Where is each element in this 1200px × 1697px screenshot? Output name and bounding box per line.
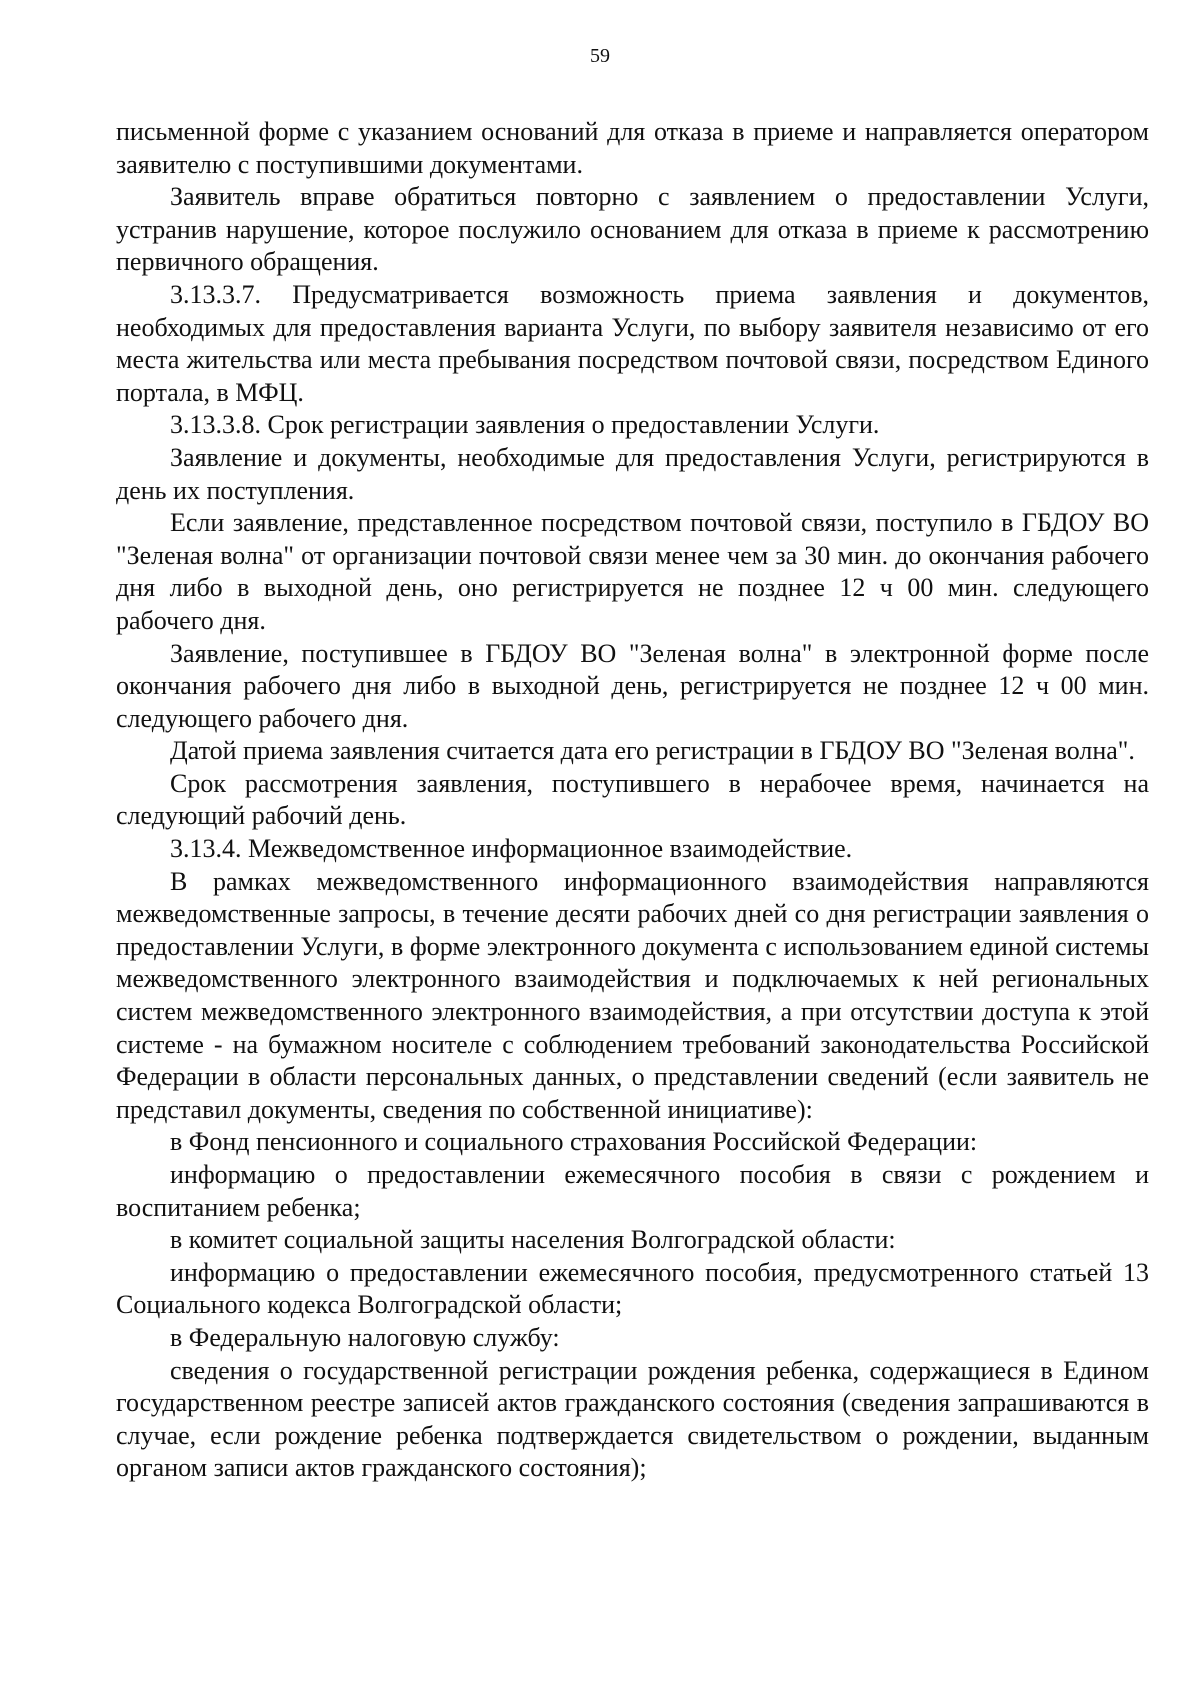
paragraph-review-period: Срок рассмотрения заявления, поступившего в нерабочее время, начинается на следующий рабочий день. [116,768,1149,831]
paragraph-3-13-4: 3.13.4. Межведомственное информационное взаимодействие. [170,834,853,864]
paragraph-pension-fund: в Фонд пенсионного и социального страхования Российской Федерации: [170,1127,978,1157]
paragraph-3-13-3-7: 3.13.3.7. Предусматривается возможность приема заявления и документов, необходимых для предоставления варианта Услуги, по выбору заявителя независимо от его места жительства или места пребывания посредством почтовой связи, посредством Единого портала, в МФЦ. [116,279,1149,407]
paragraph-registration-day: Заявление и документы, необходимые для предоставления Услуги, регистрируются в день их поступления. [116,442,1149,505]
paragraph-birth-registration: сведения о государственной регистрации рождения ребенка, содержащиеся в Едином государственном реестре записей актов гражданского состояния (сведения запрашиваются в случае, если рождение ребенка подтверждается свидетельством о рождении, выданным органом записи актов гражданского состояния); [116,1355,1149,1483]
paragraph-3-13-3-8: 3.13.3.8. Срок регистрации заявления о предоставлении Услуги. [170,410,880,440]
paragraph-social-protection-committee: в комитет социальной защиты населения Волгоградской области: [170,1225,896,1255]
paragraph-monthly-allowance: информацию о предоставлении ежемесячного пособия в связи с рождением и воспитанием ребенка; [116,1160,1149,1222]
paragraph-reception-date: Датой приема заявления считается дата его регистрации в ГБДОУ ВО "Зеленая волна". [170,736,1135,766]
paragraph-interagency-requests: В рамках межведомственного информационного взаимодействия направляются межведомственные запросы, в течение десяти рабочих дней со дня регистрации заявления о предоставлении Услуги, в форме электронного документа с использованием единой системы межведомственного электронного взаимодействия и подключаемых к ней региональных систем межведомственного электронного взаимодействия, а при отсутствии доступа к этой системе - на бумажном носителе с соблюдением требований законодательства Российской Федерации в области персональных данных, о представлении сведений (если заявитель не представил документы, сведения по собственной инициативе): [116,866,1149,1124]
paragraph-tax-service: в Федеральную налоговую службу: [170,1322,560,1352]
paragraph-repeat-application: Заявитель вправе обратиться повторно с заявлением о предоставлении Услуги, устранив нарушение, которое послужило основанием для отказа в приеме к рассмотрению первичного обращения. [116,182,1149,277]
document-body [116,116,1149,1485]
paragraph-allowance-article-13: информацию о предоставлении ежемесячного пособия, предусмотренного статьей 13 Социального кодекса Волгоградской области; [116,1257,1149,1320]
paragraph-postal-registration: Если заявление, представленное посредством почтовой связи, поступило в ГБДОУ ВО "Зеленая волна" от организации почтовой связи менее чем за 30 мин. до окончания рабочего дня либо в выходной день, оно регистрируется не позднее 12 ч 00 мин. следующего рабочего дня. [116,508,1149,635]
paragraph-continuation: письменной форме с указанием оснований для отказа в приеме и направляется оператором заявителю с поступившими документами. [116,117,1149,179]
paragraph-electronic-registration: Заявление, поступившее в ГБДОУ ВО "Зеленая волна" в электронной форме после окончания рабочего дня либо в выходной день, регистрируется не позднее 12 ч 00 мин. следующего рабочего дня. [116,638,1149,733]
page-number: 59 [590,45,610,67]
